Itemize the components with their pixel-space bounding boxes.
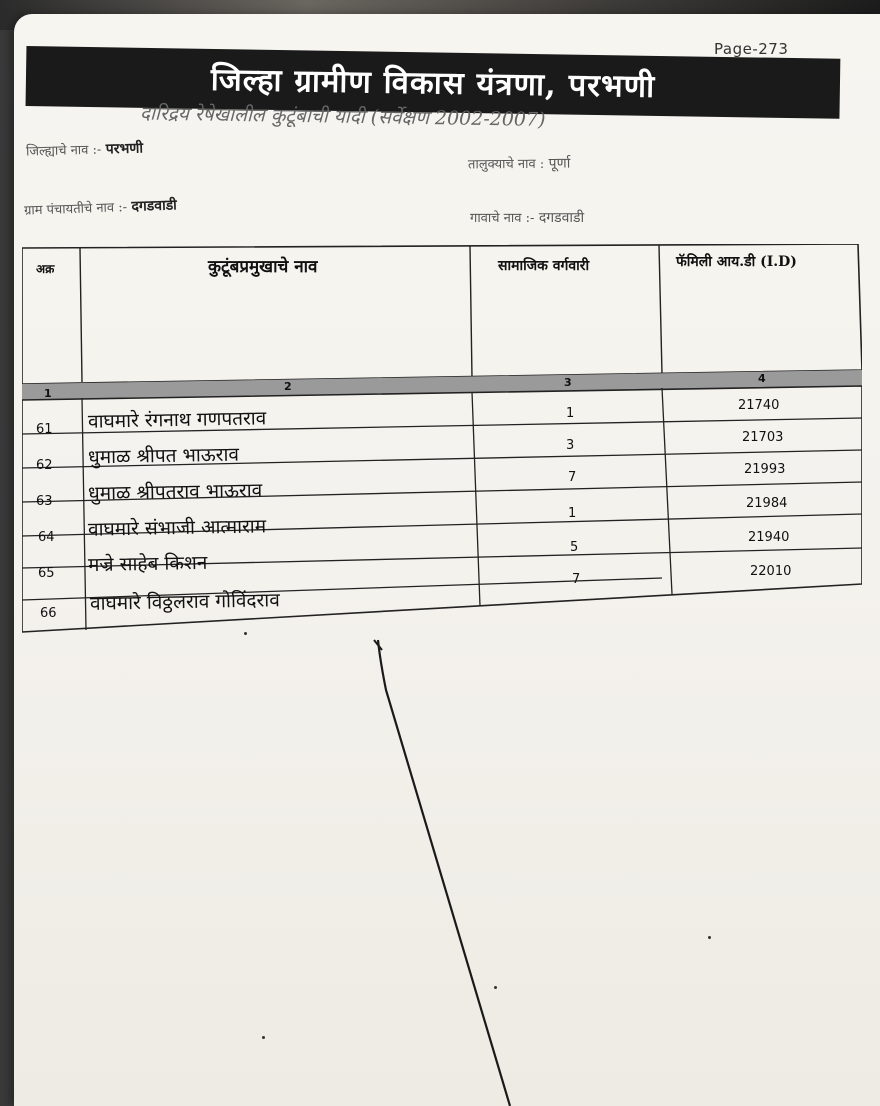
ink-dot xyxy=(262,1036,265,1039)
col-header-name: कुटूंबप्रमुखाचे नाव xyxy=(208,257,318,277)
ink-dot xyxy=(494,986,497,989)
document-subtitle: दारिद्रय रेषेखालील कुटूंबाची यादी (सर्वेक्षण 2002-2007) xyxy=(139,102,546,131)
row-family-id: 21940 xyxy=(748,530,790,545)
row-serial: 66 xyxy=(40,606,57,621)
row-name: धुमाळ श्रीपत भाऊराव xyxy=(87,443,240,469)
row-category: 5 xyxy=(570,540,579,555)
row-category: 3 xyxy=(566,438,575,453)
col-number-4: 4 xyxy=(758,372,766,385)
village-value: दगडवाडी xyxy=(538,210,585,226)
col-header-family-id: फॅमिली आय.डी (I.D) xyxy=(676,254,797,270)
col-number-2: 2 xyxy=(284,380,292,393)
row-serial: 62 xyxy=(36,458,53,473)
document-title: जिल्हा ग्रामीण विकास यंत्रणा, परभणी xyxy=(210,61,656,105)
col-header-category: सामाजिक वर्गवारी xyxy=(498,258,590,274)
row-family-id: 21984 xyxy=(746,496,788,511)
gram-panchayat-value: दगडवाडी xyxy=(131,197,178,215)
taluka-value: पूर्णा xyxy=(548,155,571,172)
ink-dot xyxy=(244,632,247,635)
row-name: वाघमारे संभाजी आत्माराम xyxy=(87,515,267,541)
row-serial: 65 xyxy=(38,566,55,581)
row-family-id: 21993 xyxy=(744,462,786,477)
col-number-1: 1 xyxy=(44,387,52,400)
row-category: 7 xyxy=(568,470,577,485)
row-family-id: 22010 xyxy=(750,564,792,579)
row-category: 7 xyxy=(572,572,581,587)
row-family-id: 21703 xyxy=(742,430,784,445)
row-serial: 63 xyxy=(36,494,53,509)
row-name: वाघमारे रंगनाथ गणपतराव xyxy=(87,407,267,433)
row-name: वाघमारे विठ्ठलराव गोविंदराव xyxy=(89,589,280,615)
col-number-3: 3 xyxy=(564,376,572,389)
row-serial: 61 xyxy=(36,422,53,437)
row-category: 1 xyxy=(568,506,577,521)
row-family-id: 21740 xyxy=(738,398,780,413)
taluka-label: तालुक्याचे नाव : xyxy=(467,156,545,173)
ink-dot xyxy=(708,936,711,939)
row-category: 1 xyxy=(566,406,575,421)
district-value: परभणी xyxy=(105,140,144,158)
gram-panchayat-label: ग्राम पंचायतीचे नाव :- xyxy=(23,200,128,219)
col-header-serial: अक्र xyxy=(36,262,55,276)
village-label: गावाचे नाव :- xyxy=(470,211,535,226)
row-serial: 64 xyxy=(38,530,55,545)
page-number: Page-273 xyxy=(714,40,789,58)
row-name: धुमाळ श्रीपतराव भाऊराव xyxy=(87,479,263,505)
row-name: मज्रे साहेब किशन xyxy=(87,551,208,577)
district-label: जिल्ह्याचे नाव :- xyxy=(25,142,102,160)
